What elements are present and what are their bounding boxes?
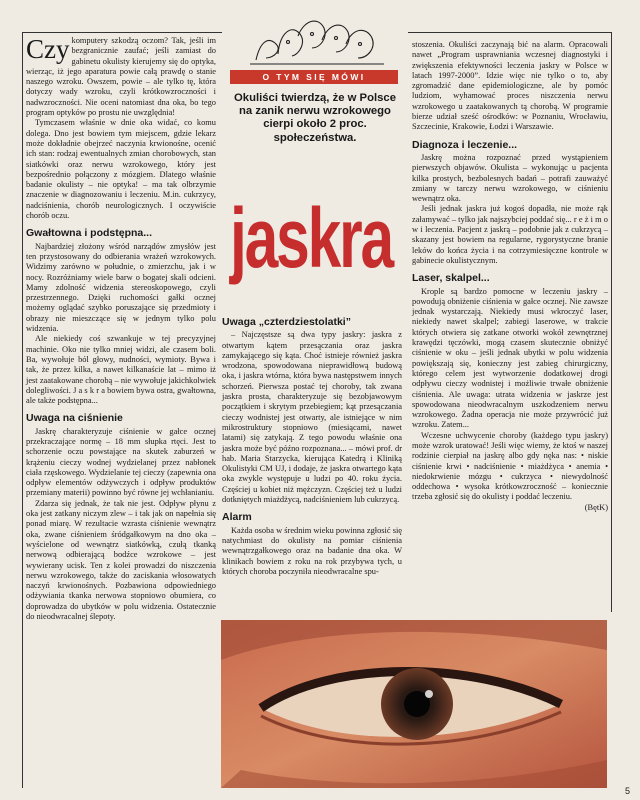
article-title: jaskra: [230, 191, 392, 285]
page-number: 5: [624, 786, 630, 796]
paragraph: Zdarza się jednak, że tak nie jest. Odpływ płynu z oka jest zatkany niczym zlew – i tak jak on napełnia się ponad miarę. W rezultacie wzrasta ciśnienie wewnątrz oka, zwane ciśnieniem śródgałkowym na dno oka – wyścielone od wewnątrz siatkówką, czułą tkanką nerwową odbierającą bodźce wzrokowe – jest wywierany ucisk. Ten z kolei prowadzi do niszczenia nerwu wzrokowego, także do zaciskania włosowatych naczyń krwionośnych. Pozbawiona odpowiedniego odżywiania tkanka nerwowa stopniowo obumiera, co doprowadza do ubytków w polu widzenia. Ostatecznie do nieodwracalnej ślepoty.: [26, 498, 216, 622]
top-rule-left: [22, 32, 222, 33]
sketch-illustration: [248, 14, 388, 66]
column-2: [222, 310, 402, 577]
left-rule: [22, 32, 23, 788]
section-banner: O TYM SIĘ MÓWI: [230, 70, 398, 84]
eye-photo: [221, 620, 607, 788]
paragraph: Tymczasem właśnie w dnie oka widać, co komu dolega. Dno jest bowiem tym miejscem, gdzie lekarz może dokładnie obejrzeć naczynia krwionośne, ocenić ich stan: rodzaj ewentualnych zmian chorobowych, stan siatkówki oraz nerwu wzrokowego, który jest bezpośrednio połączony z mózgiem. Dlatego właśnie badanie okulisty – nie optyka! – ma tak olbrzymie znaczenie w diagnozowaniu i leczeniu. M.in. cukrzycy, nadciśnienia, chorób neurologicznych. I oczywiście chorób oczu.: [26, 118, 216, 221]
column-1: [26, 36, 216, 622]
paragraph: Najbardziej złożony wśród narządów zmysłów jest ten przystosowany do odbierania wrażeń wzrokowych. Widzimy zarówno w południe, o zmierzchu, jak i w nocy. Rozróżniamy wiele barw o bogatej skali odcieni. Mamy zdolność widzenia stereoskopowego, czyli przestrzennego. Dzięki ruchomości gałki ocznej możemy oglądać szybko poruszające się przedmioty i obrazy nie mieszczące się w jednym tylko polu widzenia.: [26, 241, 216, 334]
paragraph: Jeśli jednak jaskra już kogoś dopadła, nie może rąk załamywać – tylko jak najszybciej poddać się... r e ż i m o w i leczenia. Pacjent z jaskrą – podobnie jak z cukrzycą – skazany jest bowiem na regularne, rygorystyczne branie leków do końca życia i na cotrzymiesięczne kontrole w gabinecie okulistycznym.: [412, 204, 608, 265]
author-signature: (BętK): [584, 502, 608, 512]
lead-text: Okuliści twierdzą, że w Polsce na zanik nerwu wzrokowego cierpi około 2 proc. społeczeństwa.: [234, 92, 396, 144]
paragraph: Każda osoba w średnim wieku powinna zgłosić się natychmiast do okulisty na pomiar ciśnienia wewnątrzgałkowego oraz na badanie dna oka. W klinikach bowiem z roku na rok przybywa tych, u których choroba poczyniła nieodwracalne spu-: [222, 525, 402, 576]
subheading: Diagnoza i leczenie...: [412, 138, 518, 151]
paragraph: Krople są bardzo pomocne w leczeniu jaskry – powodują obniżenie ciśnienia w gałce ocznej. Nie zawsze jednak wystarczają. Niekiedy musi wkroczyć laser, niekiedy nawet skalpel; zabiegi laserowe, w trakcie których otwiera się zatkane otworki wokół zewnętrznej krawędzi tęczówki, mogą czasem skutecznie obniżyć ciśnienie w oku – jeśli jednak ubytki w polu widzenia powiększają się, konieczny jest zabieg chirurgiczny, którego celem jest wytworzenie dodatkowej drogi odpływu cieczy wodnistej i możliwie trwałe obniżenie ciśnienia. Ale uwaga: utrata widzenia w jaskrze jest spowodowana nieodwracalnym uszkodzeniem nerwu wzrokowego. Żadna operacja nie może przywrócić już wzroku. Zatem...: [412, 286, 608, 430]
subheading: Uwaga „czterdziestolatki”: [222, 316, 351, 328]
subheading: Gwałtowna i podstępna...: [26, 227, 153, 240]
top-rule-right: [408, 32, 612, 33]
paragraph: Jaskrę charakteryzuje ciśnienie w gałce ocznej przekraczające normę – 18 mm słupka rtęci. Jest to schorzenie oczu powstające na skutek zaburzeń w krążeniu cieczy wodnej wydzielanej przez nabłonek ciała rzęskowego. Wydzielanie tej cieczy (zapewnia ona odpływ elementów odżywczych i odpływ produktów przemiany materii) powinno być równe jej wchłanianiu.: [26, 426, 216, 498]
paragraph: stoszenia. Okuliści zaczynają bić na alarm. Opracowali nawet „Program usprawniania wczesnej diagnostyki i zwiększenia efektywności leczenia jaskry w Polsce w latach 1997-2000”. Idzie więc nie tylko o to, aby zgromadzić dane epidemiologiczne, ale by pomóc ludziom, wyhamować proces niszczenia nerwu wzrokowego u zaatakowanych tą chorobą. W programie bierze udział sześć ośrodków: w Poznaniu, Wrocławiu, Szczecinie, Krakowie, Łodzi i Warszawie.: [412, 40, 608, 132]
intro-paragraph: komputery szkodzą oczom? Tak, jeśli im bezgranicznie zaufać; jeśli zamiast do gabinetu okulisty kierujemy się do optyka, wierząc, iż jego aparatura powie całą prawdę o stanie naszego wzroku. Owszem, powie – ale tylko tę, która dotyczy wady wzroku, czyli krótkowzroczności i nadwzroczności. Nie oceni natomiast dna oka, bo tego program optyków po prostu nie uwzględnia!: [26, 36, 216, 118]
paragraph: – Najczęstsze są dwa typy jaskry: jaskra z otwartym kątem przesączania oraz jaskra zamykającego się kąta. Choć istnieje również jaskra wrodzona, spowodowana nieprawidłową budową oka, i jaskra wtórna, która bywa następstwem innych schorzeń. Pierwsza postać tej choroby, tak zwana jaskra prosta, charakteryzuje się bezobjawowym początkiem i skrytym przebiegiem; kąt przesączania cieczy wodnistej jest otwarty, ale istniejące w nim mikrostruktury stopniowo (miesiącami, nawet latami) się zatykają. Z tego powodu właśnie ona jaskra może być późno rozpoznana... – mówi prof. dr hab. Maria Starzycka, kierująca Katedrą i Kliniką Okulistyki CM UJ, i dodaje, że jaskra otwartego kąta oka zwykle występuje u ludzi po 40. roku życia. Częściej u kobiet niż mężczyzn. Częściej też u ludzi dotkniętych miażdżycą, nadciśnieniem lub cukrzycą.: [222, 330, 402, 505]
subheading: Alarm: [222, 511, 252, 524]
paragraph: Wczesne uchwycenie choroby (każdego typu jaskry) może wzrok uratować! Jeśli więc wiemy, że ktoś w naszej rodzinie cierpiał na jaskrę albo gdy nęka nas: • niskie ciśnienie krwi • nadciśnienie • miażdżyca • anemia • niedokrwienie mózgu • cukrzyca • niewydolność oddechowa • wysoka krótkowzroczność – koniecznie trzeba zgłosić się do okulisty i poddać leczeniu.: [412, 430, 608, 502]
paragraph: Jaskrę można rozpoznać przed wystąpieniem pierwszych objawów. Okulista – wykonując u pacjenta kilka prostych, bezbolesnych badań – potrafi zauważyć zmiany w tarczy nerwu wzrokowego, w ciśnieniu wewnątrz oka.: [412, 152, 608, 204]
drop-cap: Czy: [26, 34, 70, 64]
column-3: [412, 40, 608, 513]
subheading: Laser, skalpel...: [412, 272, 490, 285]
paragraph: Ale niekiedy coś szwankuje w tej precyzyjnej machinie. Oko nie tylko mniej widzi, ale czasem boli. Ba, wywołuje ból głowy, nudności, wymioty. Bywa i tak, że przez kilka, a nawet kilkanaście lat – mimo iż jest zaatakowane chorobą – nie wywołuje jakichkolwiek dolegliwości. J a s k r a bowiem bywa ostra, gwałtowna, ale także podstępna...: [26, 334, 216, 406]
right-rule: [611, 32, 612, 612]
subheading: Uwaga na ciśnienie: [26, 412, 123, 425]
